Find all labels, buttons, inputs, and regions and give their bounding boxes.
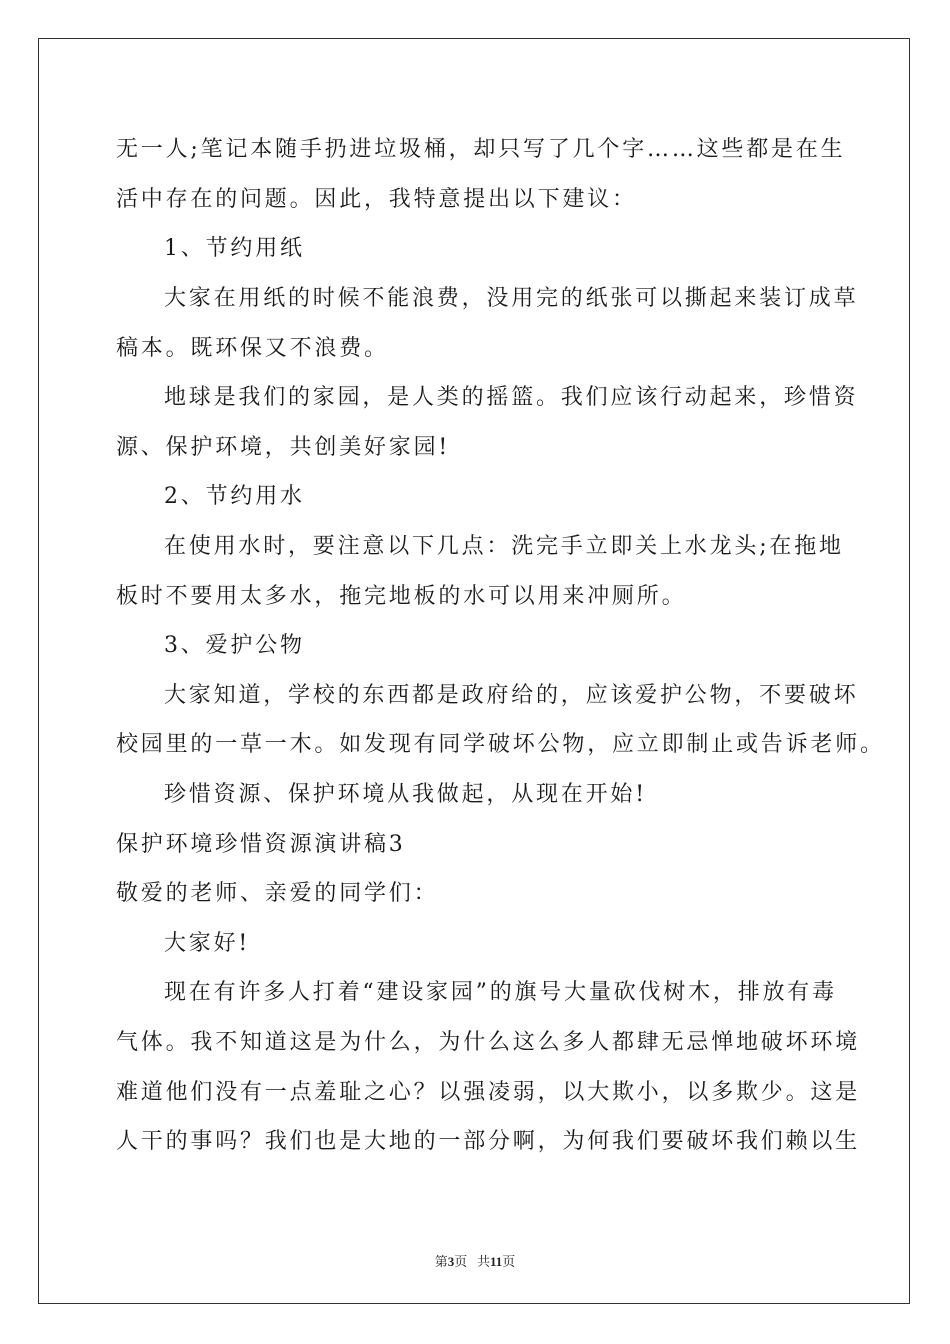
salutation: 敬爱的老师、亲爱的同学们： [116,881,439,906]
section-heading: 3、爱护公物 [164,633,305,658]
total-pages: 11 [489,1254,503,1269]
text-line: 校园里的一草一木。如发现有同学破坏公物，应立即制止或告诉老师。 [116,732,885,757]
text-line: 难道他们没有一点羞耻之心？以强凌弱，以大欺小，以多欺少。这是 [116,1080,861,1105]
total-suffix: 页 [502,1254,516,1269]
section-heading: 2、节约用水 [164,484,305,509]
page-footer [0,1251,950,1270]
text-line: 稿本。既环保又不浪费。 [116,336,389,361]
text-line: 在使用水时，要注意以下几点：洗完手立即关上水龙头;在拖地 [164,534,844,559]
greeting: 大家好! [164,931,251,956]
total-prefix: 共 [476,1254,490,1269]
text-line: 大家知道，学校的东西都是政府给的，应该爱护公物，不要破坏 [164,683,859,708]
text-line: 珍惜资源、保护环境从我做起，从现在开始! [164,782,647,807]
text-line: 人干的事吗？我们也是大地的一部分啊，为何我们要破坏我们赖以生 [116,1129,861,1154]
text-line: 活中存在的问题。因此，我特意提出以下建议： [116,187,637,212]
text-line: 地球是我们的家园，是人类的摇篮。我们应该行动起来，珍惜资 [164,385,859,410]
text-line: 现在有许多人打着“建设家园”的旗号大量砍伐树木，排放有毒 [164,980,837,1005]
section-heading: 1、节约用纸 [164,236,305,261]
text-line: 大家在用纸的时候不能浪费，没用完的纸张可以撕起来装订成草 [164,286,859,311]
page-prefix: 第 [434,1254,448,1269]
document-title: 保护环境珍惜资源演讲稿3 [116,832,406,857]
text-line: 源、保护环境，共创美好家园! [116,435,451,460]
page-number: 3 [447,1254,455,1269]
page-border [38,38,910,1304]
text-line: 气体。我不知道这是为什么，为什么这么多人都肆无忌惮地破坏环境 [116,1030,861,1055]
page-suffix: 页 [454,1254,468,1269]
text-line: 无一人;笔记本随手扔进垃圾桶，却只写了几个字……这些都是在生 [116,137,846,162]
text-line: 板时不要用太多水，拖完地板的水可以用来冲厕所。 [116,584,687,609]
